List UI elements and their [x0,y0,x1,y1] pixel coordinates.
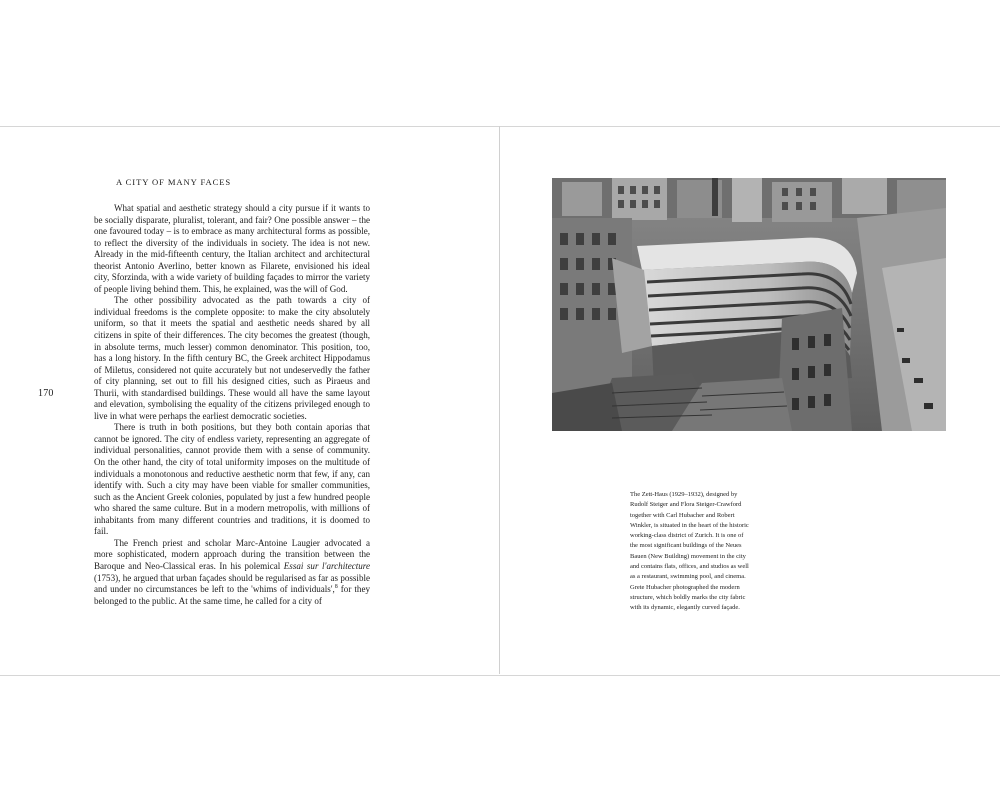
section-heading: A CITY OF MANY FACES [116,177,232,187]
caption-line: the most significant buildings of the Neues [630,542,742,550]
page-number: 170 [38,388,54,399]
paragraph: There is truth in both positions, but they both contain aporias that cannot be ignored. The city of endless variety, representing an aggregate of individual personalities, cannot provide them with a sense of community. On the other hand, the city of total uniformity imposes on the multitude of individuals a monotonous and reductive aesthetic norm that few, if any, can identify with. Such a city may have been viable for smaller communities, such as the Ancient Greek colonies, populated by just a few hundred people who shared the same culture. But in a modern metropolis, with millions of inhabitants from many different countries and traditions, it is doomed to fail. [94,422,370,537]
body-text [94,203,370,607]
zett-haus-photo [552,178,946,431]
caption-line: structure, which boldly marks the city fabric [630,593,746,601]
caption-line: working-class district of Zurich. It is one of [630,532,744,540]
page-gutter [499,126,500,674]
caption-line: with its dynamic, elegantly curved façade. [630,604,740,612]
caption-line: The Zett-Haus (1929–1932), designed by [630,491,738,498]
paragraph [94,538,370,607]
paragraph-text: (1753), he argued that urban façades should be regularised as far as possible and under no circumstances be left to the 'whims of individuals', [94,572,370,595]
caption-line: and contains flats, offices, and studios as well [630,563,749,571]
paragraph-text: for they belonged to the public. At the same time, he called for a city of [94,584,370,606]
footnote-marker: 8 [334,584,338,591]
caption-line: Winkler, is situated in the heart of the historic [630,521,749,529]
book-title: Essai sur l'architecture [283,560,370,571]
caption-line: together with Carl Hubacher and Robert [630,511,735,519]
caption-line: as a restaurant, swimming pool, and cinema. [630,573,746,581]
paragraph: What spatial and aesthetic strategy should a city pursue if it wants to be socially disparate, pluralist, tolerant, and fair? One possible answer – the one favoured today – is to embrace as many architectural forms as possible, to reflect the diversity of the individuals in society. The idea is not new. Already in the mid-fifteenth century, the Italian architect and architectural theorist Antonio Averlino, better known as Filarete, envisioned his ideal city, Sforzinda, with a wide variety of building façades to mirror the variety of people living behind them. This, he explained, was the will of God. [94,203,370,294]
photo-caption [630,490,776,614]
caption-line: Grete Hubacher photographed the modern [630,583,740,591]
caption-line: Bauen (New Building) movement in the city [630,552,746,560]
paragraph-text: The French priest and scholar Marc-Antoine Laugier advocated a more sophisticated, modern approach during the transition between the Baroque and Neo-Classical eras. In his polemical [94,537,370,571]
caption-line: Rudolf Steiger and Flora Steiger-Crawford [630,501,742,509]
paragraph: The other possibility advocated as the path towards a city of individual freedoms is the complete opposite: to make the city absolutely uniform, so that it meets the spatial and aesthetic needs shared by all citizens in spite of their differences. The city becomes the greatest (though, in absolute terms, much lesser) common denominator. This position, too, has a long history. In the fifth century BC, the Greek architect Hippodamus of Miletus, considered not quite accurately but not undeservedly the father of city planning, set out to fill his designed cities, such as Piraeus and Thurii, with standardised buildings. These would all have the same layout and elevation, symbolising the equality of the citizens privileged enough to live in what were perhaps the earliest democratic societies. [94,295,370,421]
